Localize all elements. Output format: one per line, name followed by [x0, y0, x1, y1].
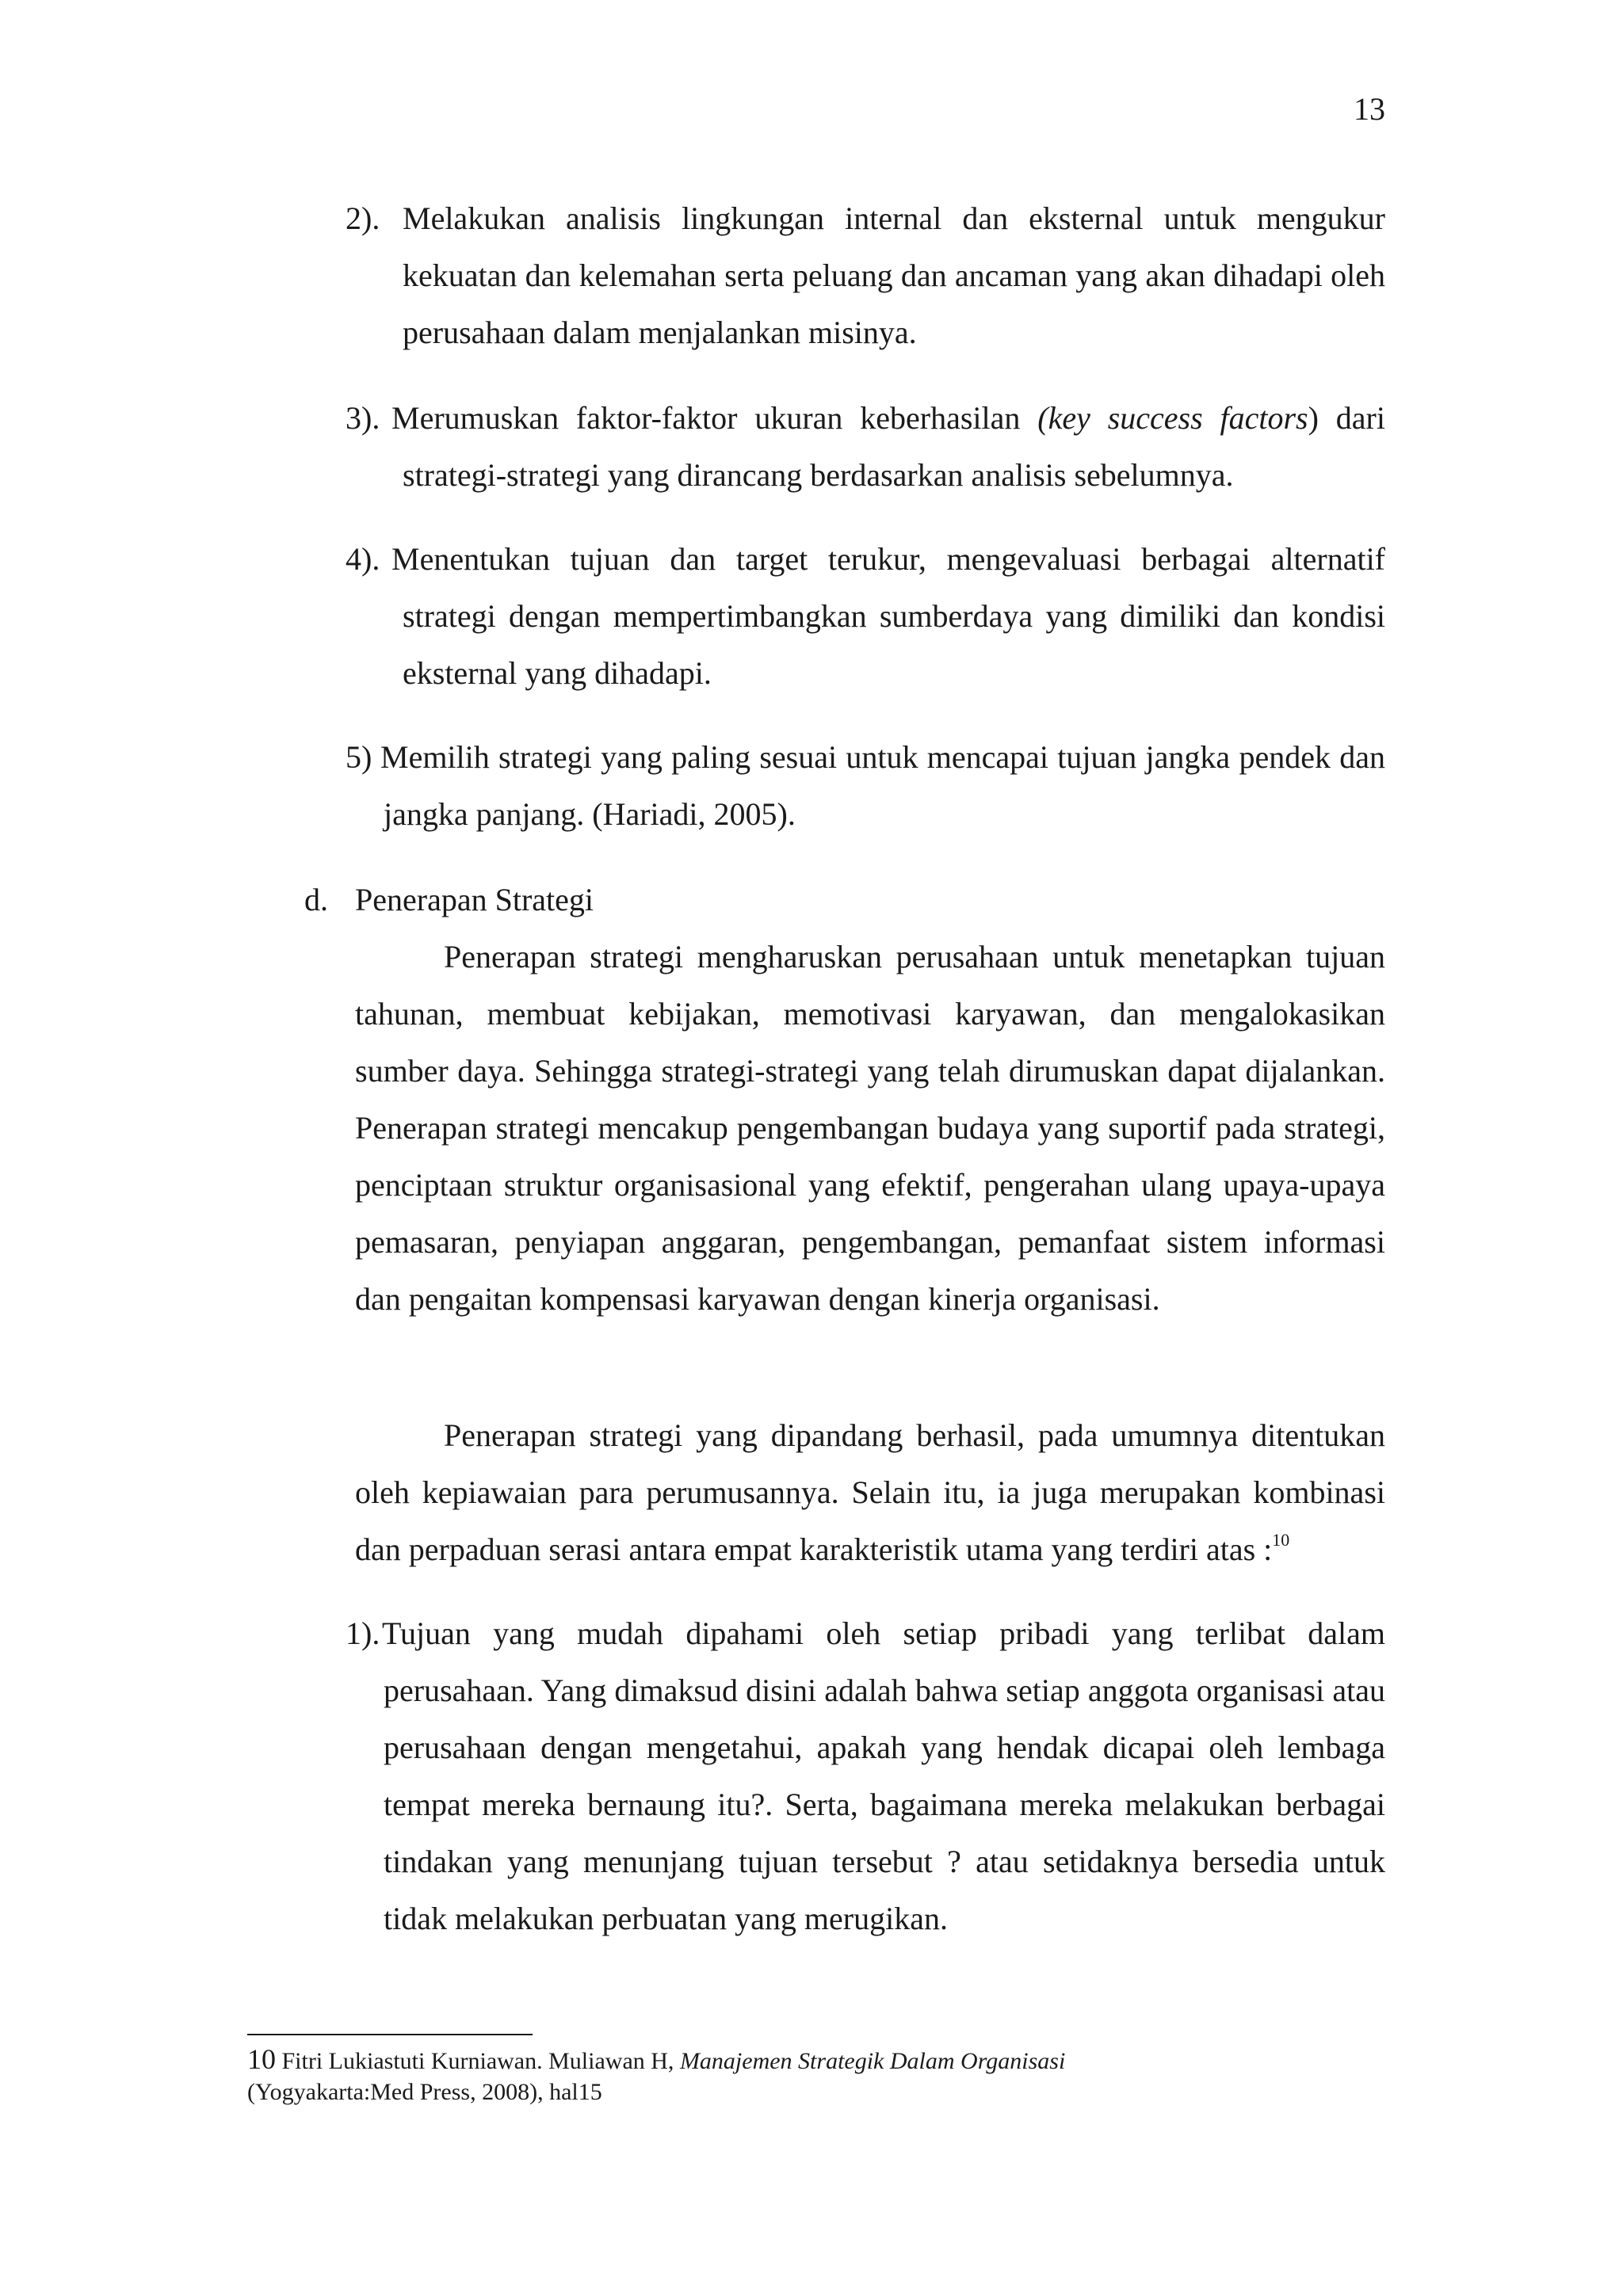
paragraph-text: Penerapan strategi yang dipandang berhasil, pada umumnya ditentukan oleh kepiawaian para perumusannya. Selain itu, ia juga merupakan kombinasi dan perpaduan serasi antara empat karakteristik utama yang terdiri atas : [355, 1417, 1385, 1567]
list-item-text: Menentukan tujuan dan target terukur, mengevaluasi berbagai alternatif strategi dengan mempertimbangkan sumberdaya yang dimiliki dan kondisi eksternal yang dihadapi. [391, 541, 1385, 691]
footnote-line2 [247, 2077, 602, 2107]
footnote-number: 10 [247, 2043, 276, 2075]
list-item-text: Merumuskan faktor-faktor ukuran keberhasilan [391, 400, 1038, 436]
list-marker: 5) [346, 739, 372, 775]
paragraph [355, 1407, 1385, 1578]
list-item-text: Memilih strategi yang paling sesuai untuk mencapai tujuan jangka pendek dan jangka panjang. (Hariadi, 2005). [380, 739, 1385, 832]
paragraph [355, 929, 1385, 1328]
list-marker: 4). [346, 541, 380, 577]
list-item [346, 190, 1385, 361]
list-item [346, 729, 1385, 843]
footnote-divider [247, 2034, 533, 2035]
footnote-ref[interactable]: 10 [1272, 1530, 1290, 1550]
list-item-italic: (key success factors [1037, 400, 1308, 436]
list-item-text: ) dari strategi-strategi yang dirancang berdasarkan analisis sebelumnya. [403, 400, 1385, 493]
section-title: Penerapan Strategi [355, 882, 594, 917]
list-item [346, 390, 1385, 504]
footnote [247, 2044, 1065, 2077]
list-marker: 1). [346, 1615, 380, 1651]
footnote-text: (Yogyakarta:Med Press, 2008), hal15 [247, 2079, 602, 2105]
list-marker: 3). [346, 400, 380, 436]
section-marker: d. [304, 882, 328, 917]
list-item [346, 1605, 1385, 1947]
footnote-title: Manajemen Strategik Dalam Organisasi [679, 2048, 1066, 2074]
page-number: 13 [1354, 91, 1385, 127]
paragraph-text: Penerapan strategi mengharuskan perusahaan untuk menetapkan tujuan tahunan, membuat kebijakan, memotivasi karyawan, dan mengalokasikan sumber daya. Sehingga strategi-strategi yang telah dirumuskan dapat dijalankan. Penerapan strategi mencakup pengembangan budaya yang suportif pada strategi, penciptaan struktur organisasional yang efektif, pengerahan ulang upaya-upaya pemasaran, penyiapan anggaran, pengembangan, pemanfaat sistem informasi dan pengaitan kompensasi karyawan dengan kinerja organisasi. [355, 939, 1385, 1317]
footnote-text: Fitri Lukiastuti Kurniawan. Muliawan H, [276, 2048, 680, 2074]
list-item-text: Melakukan analisis lingkungan internal dan eksternal untuk mengukur kekuatan dan kelemahan serta peluang dan ancaman yang akan dihadapi oleh perusahaan dalam menjalankan misinya. [403, 200, 1385, 350]
list-marker: 2). [346, 200, 380, 236]
list-item-text: Tujuan yang mudah dipahami oleh setiap pribadi yang terlibat dalam perusahaan. Yang dimaksud disini adalah bahwa setiap anggota organisasi atau perusahaan dengan mengetahui, apakah yang hendak dicapai oleh lembaga tempat mereka bernaung itu?. Serta, bagaimana mereka melakukan berbagai tindakan yang menunjang tujuan tersebut ? atau setidaknya bersedia untuk tidak melakukan perbuatan yang merugikan. [382, 1615, 1385, 1936]
section-heading [304, 871, 1385, 929]
list-item [346, 531, 1385, 702]
